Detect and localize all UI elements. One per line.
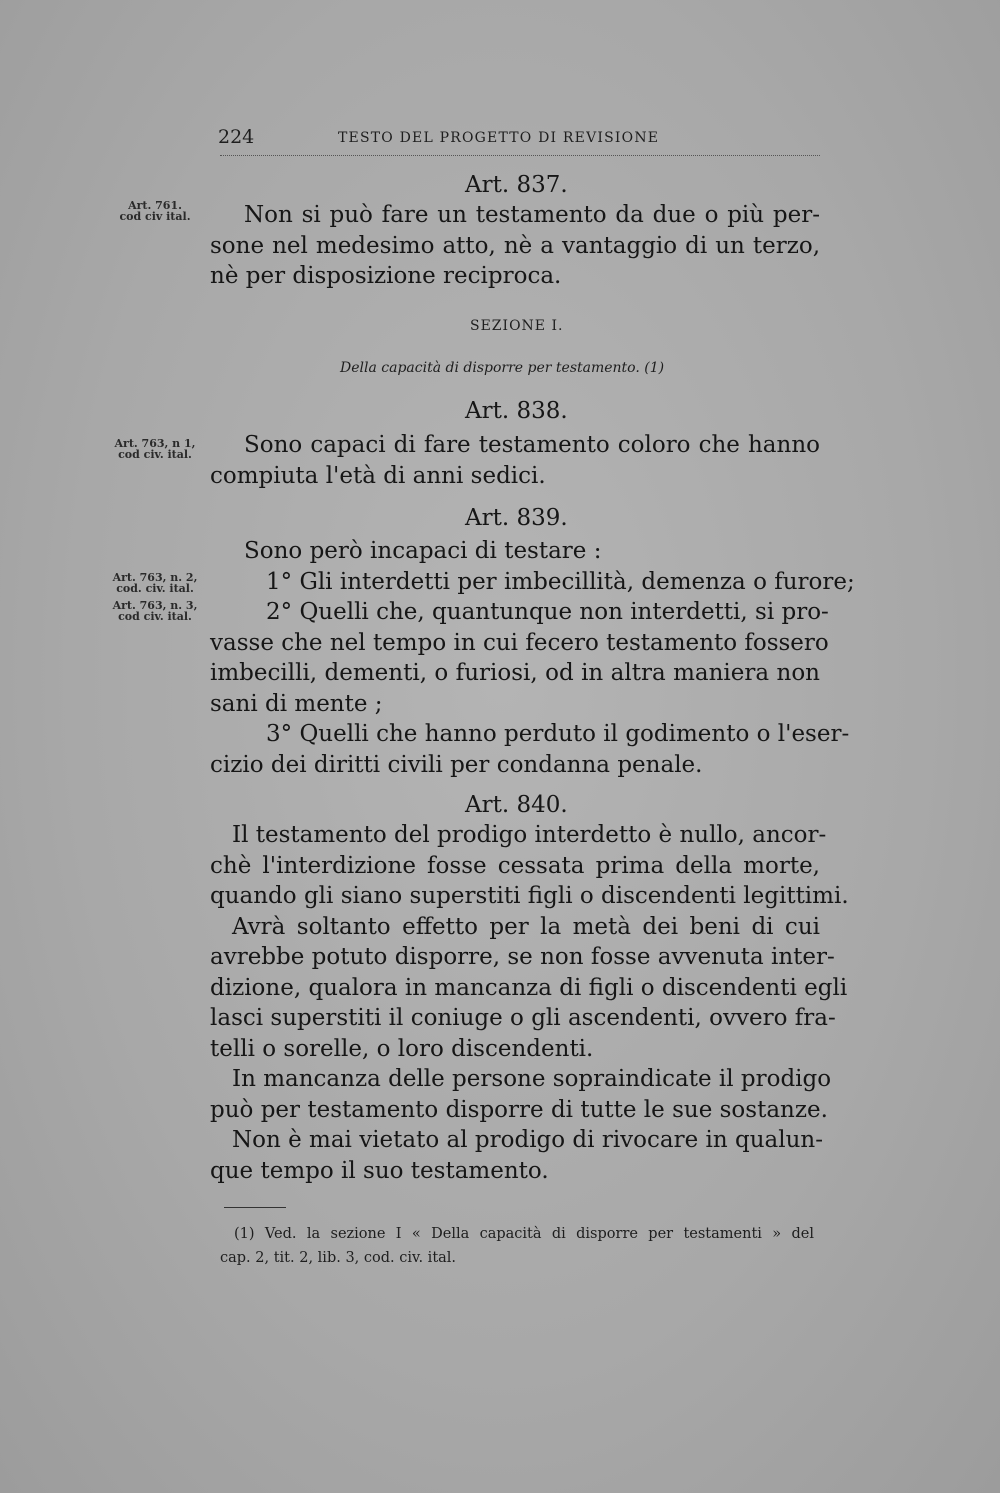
margin-note-art-761 [100, 200, 210, 222]
text-line: Il testamento del prodigo interdetto è nullo, ancor- [232, 822, 827, 848]
footnote [220, 1222, 814, 1270]
margin-note-art-763-1 [100, 438, 210, 460]
text-line: 3° Quelli che hanno perduto il godimento o l'eser- [266, 721, 850, 747]
text-line: Sono capaci di fare testamento coloro che hanno [244, 432, 820, 458]
article-838-body [210, 430, 820, 491]
text-line: cizio dei diritti civili per condanna penale. [210, 751, 703, 778]
margin-note-line: Art. 763, n. 2, [112, 571, 198, 584]
margin-note-line: cod civ. ital. [118, 448, 192, 461]
article-840-body [210, 820, 849, 1186]
page-number: 224 [218, 126, 255, 148]
page-header [218, 126, 818, 152]
text-line: Non si può fare un testamento da due o più per- [244, 202, 820, 228]
text-line: compiuta l'età di anni sedici. [210, 462, 546, 489]
text-line: sone nel medesimo atto, nè a vantaggio di un terzo, [210, 232, 820, 259]
text-line: que tempo il suo testamento. [210, 1157, 549, 1184]
margin-note-art-763-3 [100, 600, 210, 622]
margin-note-line: cod civ ital. [119, 210, 191, 223]
footnote-rule [224, 1207, 286, 1208]
text-line: quando gli siano superstiti figli o discendenti legittimi. [210, 883, 849, 909]
text-line: imbecilli, dementi, o furiosi, od in altra maniera non [210, 660, 820, 686]
margin-note-line: cod. civ. ital. [116, 582, 194, 595]
text-line: 2° Quelli che, quantunque non interdetti, si pro- [266, 599, 829, 625]
text-line: avrebbe potuto disporre, se non fosse avvenuta inter- [210, 944, 835, 970]
article-title-839: Art. 839. [465, 505, 568, 531]
text-line: vasse che nel tempo in cui fecero testamento fossero [210, 629, 829, 656]
header-rule [220, 155, 820, 156]
section-title: SEZIONE I. [470, 318, 564, 334]
margin-note-line: Art. 763, n 1, [114, 437, 196, 450]
text-line: nè per disposizione reciproca. [210, 263, 562, 289]
running-head: TESTO DEL PROGETTO DI REVISIONE [338, 130, 660, 146]
text-line: telli o sorelle, o loro discendenti. [210, 1035, 594, 1062]
text-line: chè l'interdizione fosse cessata prima della morte, [210, 852, 820, 879]
text-line: Non è mai vietato al prodigo di rivocare in qualun- [232, 1127, 824, 1153]
article-title-838: Art. 838. [465, 398, 568, 424]
text-line: sani di mente ; [210, 690, 383, 717]
margin-note-line: Art. 763, n. 3, [112, 599, 198, 612]
footnote-line: cap. 2, tit. 2, lib. 3, cod. civ. ital. [220, 1250, 457, 1266]
footnote-line: (1) Ved. la sezione I « Della capacità di disporre per testamenti » del [234, 1226, 814, 1242]
text-line: Sono però incapaci di testare : [244, 538, 602, 564]
text-line: 1° Gli interdetti per imbecillità, demenza o furore; [266, 568, 855, 595]
text-line: può per testamento disporre di tutte le sue sostanze. [210, 1096, 828, 1123]
article-title-837: Art. 837. [465, 172, 568, 198]
margin-note-line: Art. 761. [128, 199, 182, 212]
article-839-body [210, 536, 855, 780]
text-line: Avrà soltanto effetto per la metà dei beni di cui [232, 913, 820, 940]
margin-note-line: cod civ. ital. [118, 610, 192, 623]
section-subtitle: Della capacità di disporre per testamento. (1) [340, 360, 665, 376]
text-line: lasci superstiti il coniuge o gli ascendenti, ovvero fra- [210, 1005, 836, 1031]
article-837-body [210, 200, 820, 292]
article-title-840: Art. 840. [465, 792, 568, 818]
text-line: dizione, qualora in mancanza di figli o discendenti egli [210, 974, 848, 1001]
text-line: In mancanza delle persone sopraindicate il prodigo [232, 1066, 832, 1092]
margin-note-art-763-2 [100, 572, 210, 594]
